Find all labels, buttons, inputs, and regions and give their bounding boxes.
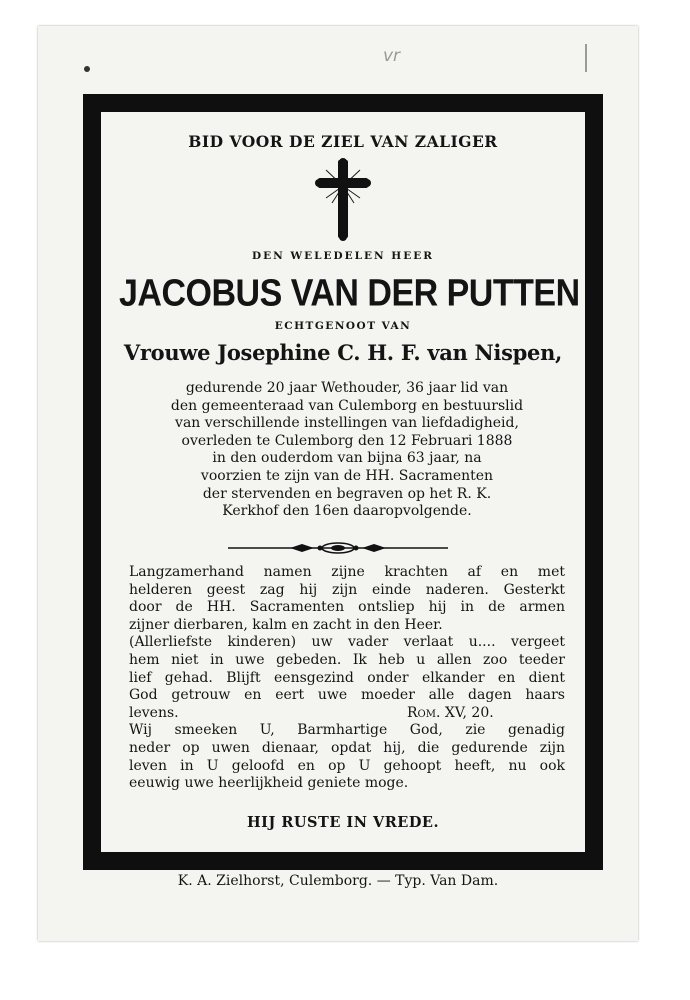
closing-word: levens. <box>129 704 179 721</box>
biography-line: van verschillende instellingen van liefdadigheid, <box>175 415 519 432</box>
biography-line: voorzien te zijn van de HH. Sacramenten <box>200 467 494 484</box>
prayer-line: neder op uwen dienaar, opdat hij, die gedurende zijn <box>129 739 565 756</box>
rest-in-peace: HIJ RUSTE IN VREDE. <box>246 814 440 831</box>
ornamental-divider-icon <box>228 541 448 555</box>
printer-credit: K. A. Zielhorst, Culemborg. — Typ. Van Dam. <box>177 873 499 889</box>
prayer-line: leven in U geloofd en op U gehoopt heeft, nu ook <box>129 757 565 774</box>
scripture-reference: Rom. XV, 20. <box>407 704 494 721</box>
biography-line: Kerkhof den 16en daaropvolgende. <box>222 503 472 520</box>
biography-line: overleden te Culemborg den 12 Februari 1888 <box>181 432 513 449</box>
handwritten-tick <box>585 44 587 72</box>
handwritten-mark: vr <box>383 46 401 66</box>
prayer-line: Wij smeeken U, Barmhartige God, zie genadig <box>129 722 565 739</box>
biography-line: den gemeenteraad van Culemborg en bestuurslid <box>170 397 524 414</box>
text-line: door de HH. Sacramenten ontsliep hij in de armen <box>129 599 565 616</box>
text-line: lief gehad. Blijft eensgezind onder elkander en dient <box>129 669 565 686</box>
prayer-line: eeuwig uwe heerlijkheid geniete moge. <box>129 775 409 792</box>
punch-dot <box>84 66 90 72</box>
biography-line: gedurende 20 jaar Wethouder, 36 jaar lid van <box>185 380 509 396</box>
deceased-name: JACOBUS VAN DER PUTTEN <box>119 272 580 315</box>
closing-row <box>129 705 565 723</box>
biography-line: in den ouderdom van bijna 63 jaar, na <box>212 450 482 467</box>
text-line: zijner dierbaren, kalm en zacht in den Heer. <box>129 616 443 633</box>
farewell-text <box>129 564 565 793</box>
spouse-name: Vrouwe Josephine C. H. F. van Nispen, <box>123 340 563 365</box>
biography <box>129 380 565 521</box>
relation-label: ECHTGENOOT VAN <box>274 320 412 332</box>
text-line: helderen geest zag hij zijn einde naderen. Gesterkt <box>129 581 565 598</box>
biography-line: der stervenden en begraven op het R. K. <box>202 485 492 502</box>
text-line: (Allerliefste kinderen) uw vader verlaat u.... vergeet <box>129 634 565 651</box>
honorific: DEN WELEDELEN HEER <box>252 250 434 262</box>
text-line: hem niet in uwe gebeden. Ik heb u allen zoo teeder <box>129 651 565 668</box>
text-line: God getrouw en eert uwe moeder alle dagen haars <box>129 687 565 704</box>
card-content <box>101 112 585 852</box>
cross-icon <box>314 158 372 242</box>
prayer-heading: BID VOOR DE ZIEL VAN ZALIGER <box>188 132 498 151</box>
text-line: Langzamerhand namen zijne krachten af en met <box>129 564 565 580</box>
